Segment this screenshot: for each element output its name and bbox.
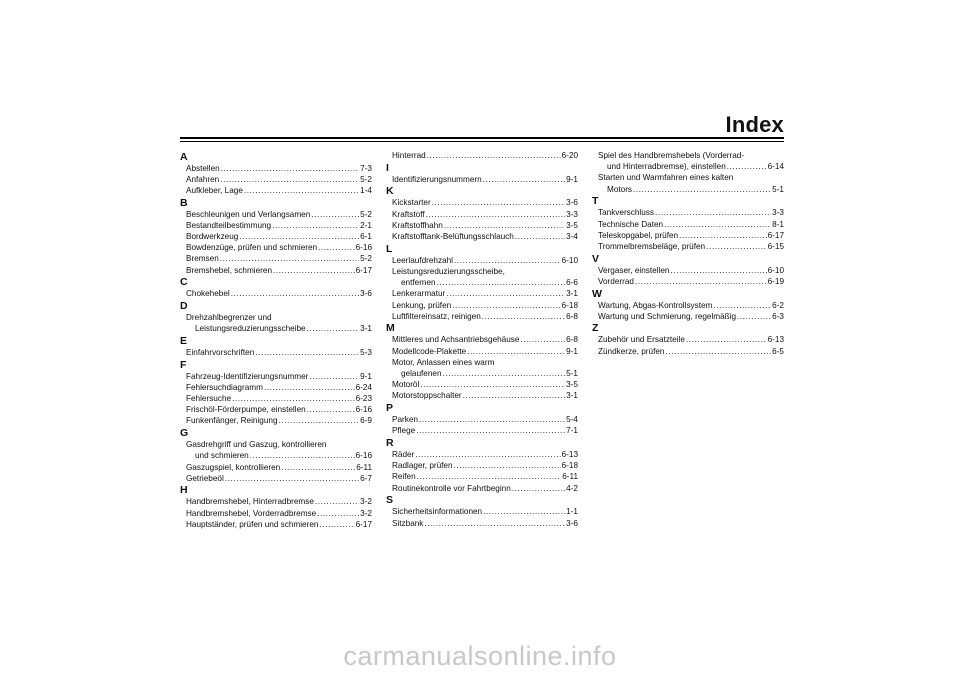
- dot-leader: [220, 174, 359, 185]
- dot-leader: [415, 449, 560, 460]
- index-entry-page: 3-2: [360, 508, 372, 518]
- index-entry-text: entfernen: [401, 278, 436, 288]
- index-entry-page: 3-3: [566, 209, 578, 219]
- index-entry: [386, 255, 578, 266]
- index-entry-page: 7-3: [360, 163, 372, 173]
- dot-leader: [318, 242, 355, 253]
- index-entry: [180, 174, 372, 185]
- index-entry-text: Bremshebel, schmieren: [186, 265, 273, 275]
- index-entry-text: Routinekontrolle vor Fahrtbeginn: [392, 483, 511, 493]
- index-entry: [386, 266, 578, 277]
- index-entry-text: Fehlersuche: [186, 394, 232, 404]
- index-entry-text: gelaufenen: [401, 369, 442, 379]
- dot-leader: [279, 415, 360, 426]
- dot-leader: [633, 184, 771, 195]
- dot-leader: [419, 414, 565, 425]
- index-letter-heading: V: [592, 252, 600, 265]
- dot-leader: [664, 219, 771, 230]
- index-entry-page: 4-2: [566, 483, 578, 493]
- dot-leader: [426, 209, 566, 220]
- dot-leader: [319, 519, 354, 530]
- index-letter-heading: H: [180, 484, 188, 497]
- index-entry-text: Teleskopgabel, prüfen: [598, 230, 679, 240]
- dot-leader: [432, 197, 565, 208]
- index-entry: [386, 425, 578, 436]
- index-entry-page: 2-1: [360, 220, 372, 230]
- dot-leader: [482, 311, 565, 322]
- index-entry-page: 9-1: [566, 174, 578, 184]
- index-entry-page: 6-18: [561, 300, 578, 310]
- index-entry-text: Zündkerze, prüfen: [598, 346, 665, 356]
- index-letter-heading: T: [592, 195, 599, 208]
- page-title: Index: [725, 112, 784, 137]
- index-entry: [592, 184, 784, 195]
- index-entry: [592, 219, 784, 230]
- index-entry-page: 5-2: [360, 254, 372, 264]
- index-entry-text: Mittleres und Achsantriebsgehäuse: [392, 335, 520, 345]
- index-entry-page: 6-18: [561, 461, 578, 471]
- dot-leader: [220, 253, 359, 264]
- index-entry: [386, 220, 578, 231]
- dot-leader: [231, 288, 359, 299]
- index-entry: [386, 346, 578, 357]
- dot-leader: [454, 255, 561, 266]
- index-entry-page: 5-4: [566, 415, 578, 425]
- index-entry-text: Bordwerkzeug: [186, 232, 239, 242]
- index-entry-text: Fehlersuchdiagramm: [186, 382, 263, 392]
- index-entry: [180, 265, 372, 276]
- index-entry-text: Luftfiltereinsatz, reinigen: [392, 311, 481, 321]
- index-letter-heading: K: [386, 185, 394, 198]
- index-entry: [592, 346, 784, 357]
- index-entry: [386, 174, 578, 185]
- dot-leader: [281, 462, 355, 473]
- index-entry: [386, 277, 578, 288]
- index-entry: [592, 276, 784, 287]
- index-entry-page: 6-17: [355, 519, 372, 529]
- index-entry-text: Lenkung, prüfen: [392, 300, 452, 310]
- dot-leader: [309, 371, 359, 382]
- index-entry-page: 3-5: [566, 380, 578, 390]
- index-entry-page: 3-3: [772, 208, 784, 218]
- index-entry-page: 5-2: [360, 209, 372, 219]
- index-entry-page: 3-1: [360, 324, 372, 334]
- index-entry-page: 6-19: [767, 276, 784, 286]
- index-entry: [180, 415, 372, 426]
- index-letter-heading: C: [180, 276, 188, 289]
- dot-leader: [232, 393, 355, 404]
- index-entry: [386, 300, 578, 311]
- index-letter-heading: F: [180, 358, 187, 371]
- index-entry-text: Vergaser, einstellen: [598, 265, 670, 275]
- index-entry-text: Starten und Warmfahren eines kalten: [598, 173, 734, 183]
- index-entry-page: 6-23: [355, 394, 372, 404]
- index-entry-page: 6-14: [767, 162, 784, 172]
- index-entry-text: Motor, Anlassen eines warm: [392, 357, 495, 367]
- index-entry: [180, 371, 372, 382]
- index-entry: [386, 357, 578, 368]
- index-entry-text: Vorderrad: [598, 276, 634, 286]
- dot-leader: [727, 161, 767, 172]
- index-entry: [180, 347, 372, 358]
- dot-leader: [315, 496, 359, 507]
- index-entry: [592, 207, 784, 218]
- index-entry-text: Motors: [607, 184, 633, 194]
- dot-leader: [221, 163, 359, 174]
- index-letter-heading: I: [386, 161, 389, 174]
- index-entry: [386, 449, 578, 460]
- dot-leader: [417, 471, 562, 482]
- dot-leader: [686, 334, 767, 345]
- index-entry-page: 5-3: [360, 347, 372, 357]
- index-entry-page: 7-1: [566, 426, 578, 436]
- index-entry: [386, 518, 578, 529]
- index-entry: [386, 197, 578, 208]
- index-entry-text: Spiel des Handbremshebels (Vorderrad-: [598, 151, 745, 160]
- index-entry: [180, 209, 372, 220]
- index-letter-heading: S: [386, 494, 394, 507]
- index-entry: [180, 393, 372, 404]
- index-entry: [386, 471, 578, 482]
- index-entry-text: Bestandteilbestimmung: [186, 220, 272, 230]
- index-entry-page: 6-7: [360, 473, 372, 483]
- index-entry: [592, 172, 784, 183]
- index-letter-heading: B: [180, 196, 188, 209]
- index-entry: [386, 334, 578, 345]
- index-entry-page: 6-1: [360, 232, 372, 242]
- index-entry-page: 3-1: [566, 289, 578, 299]
- index-entry-text: Leistungsreduzierungsscheibe,: [392, 266, 505, 276]
- index-entry: [592, 161, 784, 172]
- index-entry: [180, 404, 372, 415]
- index-entry-text: und Hinterradbremse), einstellen: [607, 162, 726, 172]
- index-entry-text: Drehzahlbegrenzer und: [186, 313, 272, 323]
- header-rule-thin: [180, 141, 784, 142]
- index-entry-text: Chokehebel: [186, 289, 230, 299]
- dot-leader: [250, 450, 355, 461]
- index-entry-text: Reifen: [392, 472, 416, 482]
- index-entry-page: 6-13: [561, 450, 578, 460]
- dot-leader: [225, 473, 359, 484]
- dot-leader: [520, 334, 565, 345]
- index-entry-page: 6-11: [562, 472, 578, 482]
- index-entry-page: 3-6: [566, 198, 578, 208]
- index-entry: [180, 185, 372, 196]
- dot-leader: [424, 518, 565, 529]
- index-entry: [386, 311, 578, 322]
- dot-leader: [454, 460, 561, 471]
- index-entry: [180, 496, 372, 507]
- index-entry-text: Sitzbank: [392, 518, 424, 528]
- index-entry: [386, 231, 578, 242]
- index-entry-page: 6-13: [767, 335, 784, 345]
- index-entry-text: Beschleunigen und Verlangsamen: [186, 209, 311, 219]
- index-entry-text: Kickstarter: [392, 198, 431, 208]
- dot-leader: [483, 506, 565, 517]
- index-entry: [386, 460, 578, 471]
- index-entry-text: Zubehör und Ersatzteile: [598, 335, 685, 345]
- index-entry-text: Handbremshebel, Hinterradbremse: [186, 497, 314, 507]
- index-entry: [386, 506, 578, 517]
- index-entry: [386, 379, 578, 390]
- index-entry: [592, 311, 784, 322]
- index-entry-page: 9-1: [360, 371, 372, 381]
- index-letter-heading: M: [386, 322, 395, 335]
- dot-leader: [273, 265, 355, 276]
- dot-leader: [427, 150, 561, 161]
- dot-leader: [416, 425, 565, 436]
- dot-leader: [307, 404, 355, 415]
- index-entry-page: 6-10: [561, 255, 578, 265]
- index-entry-page: 6-8: [566, 311, 578, 321]
- index-entry-page: 5-1: [772, 184, 784, 194]
- index-entry-text: Hauptständer, prüfen und schmieren: [186, 519, 319, 529]
- index-entry-page: 8-1: [772, 219, 784, 229]
- dot-leader: [463, 390, 566, 401]
- index-column-3: [592, 150, 784, 357]
- index-entry-page: 6-11: [356, 462, 372, 472]
- index-entry-page: 1-1: [566, 507, 578, 517]
- index-entry: [180, 450, 372, 461]
- index-entry: [180, 312, 372, 323]
- index-entry-text: Leistungsreduzierungsscheibe: [195, 324, 306, 334]
- index-entry-page: 6-16: [355, 451, 372, 461]
- index-entry-page: 3-4: [566, 232, 578, 242]
- index-letter-heading: D: [180, 300, 188, 313]
- index-entry-text: Hinterrad: [392, 151, 426, 160]
- index-entry: [592, 230, 784, 241]
- dot-leader: [467, 346, 565, 357]
- index-entry-page: 6-16: [355, 405, 372, 415]
- dot-leader: [272, 220, 359, 231]
- index-entry: [180, 439, 372, 450]
- index-entry-page: 6-6: [566, 278, 578, 288]
- index-entry-page: 6-15: [767, 241, 784, 251]
- dot-leader: [443, 368, 566, 379]
- index-entry-text: Trommelbremsbeläge, prüfen: [598, 241, 706, 251]
- dot-leader: [244, 185, 359, 196]
- index-entry: [386, 209, 578, 220]
- index-entry-page: 6-16: [355, 243, 372, 253]
- index-entry: [180, 242, 372, 253]
- index-entry-text: Parken: [392, 415, 418, 425]
- index-entry-page: 3-2: [360, 497, 372, 507]
- dot-leader: [255, 347, 359, 358]
- dot-leader: [655, 207, 771, 218]
- watermark: carmanualsonline.info: [343, 641, 617, 671]
- index-entry-text: Frischöl-Förderpumpe, einstellen: [186, 405, 306, 415]
- index-entry-text: Abstellen: [186, 163, 220, 173]
- dot-leader: [635, 276, 767, 287]
- index-entry: [592, 241, 784, 252]
- index-letter-heading: A: [180, 150, 188, 163]
- index-entry-text: Gaszugspiel, kontrollieren: [186, 462, 281, 472]
- index-entry: [386, 483, 578, 494]
- index-letter-heading: E: [180, 334, 188, 347]
- index-entry-page: 3-6: [566, 518, 578, 528]
- index-entry-text: Wartung und Schmierung, regelmäßig: [598, 311, 737, 321]
- index-entry: [180, 462, 372, 473]
- index-entry-text: Getriebeöl: [186, 473, 224, 483]
- index-entry-text: Pflege: [392, 426, 416, 436]
- index-entry-text: Einfahrvorschriften: [186, 347, 255, 357]
- index-entry-text: Radlager, prüfen: [392, 461, 453, 471]
- index-entry-page: 3-5: [566, 220, 578, 230]
- index-entry-text: Tankverschluss: [598, 208, 654, 218]
- dot-leader: [446, 288, 565, 299]
- index-entry-page: 6-17: [355, 265, 372, 275]
- index-entry: [386, 414, 578, 425]
- index-entry-text: Gasdrehgriff und Gaszug, kontrollieren: [186, 440, 327, 450]
- index-entry-text: Kraftstoff: [392, 209, 425, 219]
- index-entry: [386, 368, 578, 379]
- header-rule-thick: [180, 137, 784, 139]
- index-entry-text: Leerlaufdrehzahl: [392, 255, 453, 265]
- index-column-2: [386, 150, 578, 529]
- index-entry-text: Funkenfänger, Reinigung: [186, 416, 278, 426]
- index-entry: [180, 220, 372, 231]
- index-entry-page: 5-1: [566, 369, 578, 379]
- index-entry: [386, 150, 578, 161]
- index-entry-text: Wartung, Abgas-Kontrollsystem: [598, 300, 713, 310]
- index-entry: [386, 288, 578, 299]
- index-entry-text: Modellcode-Plakette: [392, 346, 467, 356]
- index-entry-text: Kraftstofftank-Belüftungsschlauch: [392, 232, 514, 242]
- index-entry: [180, 473, 372, 484]
- index-entry-text: Technische Daten: [598, 219, 664, 229]
- index-entry-text: und schmieren: [195, 451, 249, 461]
- index-entry-text: Lenkerarmatur: [392, 289, 446, 299]
- index-entry: [592, 334, 784, 345]
- dot-leader: [311, 209, 359, 220]
- index-entry-text: Aufkleber, Lage: [186, 185, 243, 195]
- index-entry-page: 6-17: [767, 230, 784, 240]
- index-entry: [592, 150, 784, 161]
- dot-leader: [670, 265, 766, 276]
- index-entry: [180, 382, 372, 393]
- index-column-1: [180, 150, 372, 530]
- index-entry-page: 1-4: [360, 185, 372, 195]
- index-entry-text: Bowdenzüge, prüfen und schmieren: [186, 243, 318, 253]
- index-entry-page: 6-8: [566, 335, 578, 345]
- index-letter-heading: L: [386, 242, 393, 255]
- index-entry-page: 6-9: [360, 416, 372, 426]
- index-letter-heading: W: [592, 287, 602, 300]
- index-entry-text: Räder: [392, 450, 415, 460]
- index-entry-page: 6-20: [561, 151, 578, 160]
- index-entry: [180, 253, 372, 264]
- dot-leader: [706, 241, 767, 252]
- index-entry: [180, 231, 372, 242]
- index-entry-text: Handbremshebel, Vorderradbremse: [186, 508, 317, 518]
- dot-leader: [444, 220, 565, 231]
- index-letter-heading: R: [386, 437, 394, 450]
- dot-leader: [713, 300, 771, 311]
- dot-leader: [737, 311, 771, 322]
- index-entry-page: 6-2: [772, 300, 784, 310]
- dot-leader: [264, 382, 355, 393]
- index-entry: [180, 519, 372, 530]
- dot-leader: [483, 174, 566, 185]
- dot-leader: [512, 483, 565, 494]
- index-entry: [180, 288, 372, 299]
- index-entry-page: 3-1: [566, 391, 578, 401]
- dot-leader: [679, 230, 766, 241]
- index-entry: [180, 508, 372, 519]
- index-entry-page: 6-24: [355, 382, 372, 392]
- index-entry-page: 6-3: [772, 311, 784, 321]
- index-entry: [180, 323, 372, 334]
- index-entry: [180, 163, 372, 174]
- index-entry-page: 6-10: [767, 265, 784, 275]
- dot-leader: [420, 379, 565, 390]
- index-entry-page: 6-5: [772, 346, 784, 356]
- index-entry-text: Sicherheitsinformationen: [392, 507, 483, 517]
- dot-leader: [239, 231, 359, 242]
- dot-leader: [665, 346, 771, 357]
- index-entry-page: 3-6: [360, 289, 372, 299]
- index-entry-text: Bremsen: [186, 254, 219, 264]
- index-entry-page: 9-1: [566, 346, 578, 356]
- index-entry-text: Motoröl: [392, 380, 420, 390]
- index-entry-text: Motorstoppschalter: [392, 391, 462, 401]
- index-letter-heading: P: [386, 402, 394, 415]
- dot-leader: [515, 231, 565, 242]
- index-entry-text: Fahrzeug-Identifizierungsnummer: [186, 371, 309, 381]
- index-entry: [592, 265, 784, 276]
- index-entry-text: Kraftstoffhahn: [392, 220, 443, 230]
- index-entry-text: Identifizierungsnummern: [392, 174, 482, 184]
- index-entry-page: 5-2: [360, 174, 372, 184]
- index-letter-heading: G: [180, 427, 189, 440]
- index-entry: [386, 390, 578, 401]
- dot-leader: [317, 508, 359, 519]
- dot-leader: [452, 300, 560, 311]
- dot-leader: [437, 277, 566, 288]
- index-letter-heading: Z: [592, 322, 599, 335]
- dot-leader: [307, 323, 360, 334]
- index-entry: [592, 300, 784, 311]
- index-entry-text: Anfahren: [186, 174, 220, 184]
